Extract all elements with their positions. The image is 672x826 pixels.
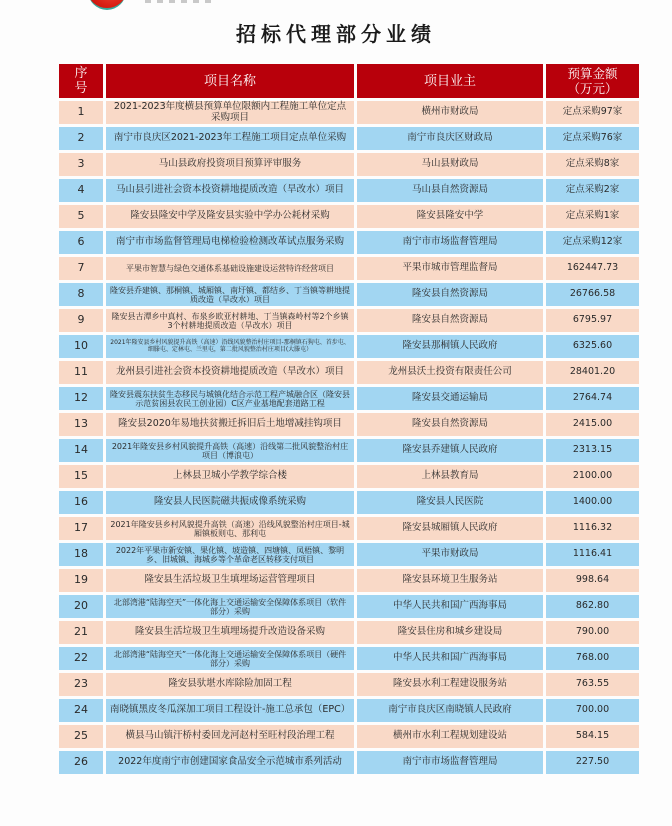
project-owner-cell: 横州市水利工程规划建设站: [357, 725, 543, 748]
project-name-cell: 北部湾港“陆海空天”一体化海上交通运输安全保障体系项目（软件部分）采购: [106, 595, 354, 618]
project-owner-cell: 隆安县城厢镇人民政府: [357, 517, 543, 540]
project-owner-cell: 南宁市市场监督管理局: [357, 231, 543, 254]
project-name-cell: 马山县政府投资项目预算评审服务: [106, 153, 354, 176]
budget-cell: 1116.32: [546, 517, 639, 540]
project-name-cell: 隆安县生活垃圾卫生填埋场提升改造设备采购: [106, 621, 354, 644]
table-row: [59, 595, 639, 618]
company-logo: [88, 0, 126, 10]
budget-cell: 768.00: [546, 647, 639, 670]
project-name-cell: 南宁市市场监督管理局电梯检验检测改革试点服务采购: [106, 231, 354, 254]
budget-cell: 6795.97: [546, 309, 639, 332]
seq-cell: 2: [59, 127, 103, 150]
table-row: [59, 127, 639, 150]
seq-cell: 7: [59, 257, 103, 280]
seq-cell: 21: [59, 621, 103, 644]
table-row: [59, 439, 639, 462]
project-name-cell: 南宁市良庆区2021-2023年工程施工项目定点单位采购: [106, 127, 354, 150]
header-name: 项目名称: [106, 64, 354, 98]
project-name-cell: 横县马山镇汗桥村委回龙河赵村至旺村段治理工程: [106, 725, 354, 748]
project-owner-cell: 中华人民共和国广西海事局: [357, 647, 543, 670]
budget-cell: 162447.73: [546, 257, 639, 280]
header-owner: 项目业主: [357, 64, 543, 98]
budget-cell: 2313.15: [546, 439, 639, 462]
project-owner-cell: 隆安县隆安中学: [357, 205, 543, 228]
seq-cell: 16: [59, 491, 103, 514]
table-row: [59, 413, 639, 436]
project-name-cell: 2022年度南宁市创建国家食品安全示范城市系列活动: [106, 751, 354, 774]
project-name-cell: 平果市智慧与绿色交通体系基础设施建设运营特许经营项目: [106, 257, 354, 280]
project-owner-cell: 隆安县那桐镇人民政府: [357, 335, 543, 358]
table-row: [59, 491, 639, 514]
seq-cell: 3: [59, 153, 103, 176]
seq-cell: 4: [59, 179, 103, 202]
project-name-cell: 隆安县人民医院磁共振成像系统采购: [106, 491, 354, 514]
project-name-cell: 上林县卫城小学教学综合楼: [106, 465, 354, 488]
project-name-cell: 隆安县2020年易地扶贫搬迁拆旧后土地增减挂钩项目: [106, 413, 354, 436]
budget-cell: 6325.60: [546, 335, 639, 358]
table-row: [59, 647, 639, 670]
project-owner-cell: 南宁市市场监督管理局: [357, 751, 543, 774]
header-seq-label: 序号: [74, 66, 88, 96]
project-name-cell: 2021年隆安县乡村风貌提升高铁（高速）沿线第二批风貌整治村庄项目（博浪屯）: [106, 439, 354, 462]
page-title: 招标代理部分业绩: [236, 22, 436, 46]
budget-cell: 998.64: [546, 569, 639, 592]
project-name-cell: 隆安县乔建镇、那桐镇、城厢镇、南圩镇、都结乡、丁当镇等耕地提质改造（旱改水）项目: [106, 283, 354, 306]
project-owner-cell: 隆安县自然资源局: [357, 413, 543, 436]
performance-table: [56, 61, 642, 777]
project-owner-cell: 隆安县住房和城乡建设局: [357, 621, 543, 644]
seq-cell: 26: [59, 751, 103, 774]
budget-cell: 定点采购2家: [546, 179, 639, 202]
budget-cell: 定点采购76家: [546, 127, 639, 150]
seq-cell: 17: [59, 517, 103, 540]
table-row: [59, 465, 639, 488]
seq-cell: 10: [59, 335, 103, 358]
budget-cell: 定点采购1家: [546, 205, 639, 228]
company-logo-text: [145, 0, 215, 3]
seq-cell: 11: [59, 361, 103, 384]
project-owner-cell: 平果市财政局: [357, 543, 543, 566]
project-owner-cell: 中华人民共和国广西海事局: [357, 595, 543, 618]
budget-cell: 790.00: [546, 621, 639, 644]
table-row: [59, 361, 639, 384]
project-owner-cell: 横州市财政局: [357, 101, 543, 124]
table-row: [59, 699, 639, 722]
table-row: [59, 101, 639, 124]
seq-cell: 9: [59, 309, 103, 332]
table-header-row: [59, 64, 639, 98]
budget-cell: 763.55: [546, 673, 639, 696]
project-name-cell: 南晓镇黑皮冬瓜深加工项目工程设计-施工总承包（EPC）: [106, 699, 354, 722]
seq-cell: 23: [59, 673, 103, 696]
budget-cell: 584.15: [546, 725, 639, 748]
project-name-cell: 2021-2023年度横县预算单位限额内工程施工单位定点采购项目: [106, 101, 354, 124]
seq-cell: 18: [59, 543, 103, 566]
table-row: [59, 309, 639, 332]
budget-cell: 862.80: [546, 595, 639, 618]
project-name-cell: 隆安县隆安中学及隆安县实验中学办公耗材采购: [106, 205, 354, 228]
project-owner-cell: 南宁市良庆区南晓镇人民政府: [357, 699, 543, 722]
table-row: [59, 517, 639, 540]
budget-cell: 定点采购12家: [546, 231, 639, 254]
table-row: [59, 205, 639, 228]
table-row: [59, 387, 639, 410]
project-name-cell: 隆安县震东扶贫生态移民与城镇化结合示范工程产城融合区（隆安县示范贫困县农民工创业园）C区产业基地配套道路工程: [106, 387, 354, 410]
project-owner-cell: 隆安县水利工程建设服务站: [357, 673, 543, 696]
table-row: [59, 673, 639, 696]
project-name-cell: 隆安县生活垃圾卫生填埋场运营管理项目: [106, 569, 354, 592]
budget-cell: 2415.00: [546, 413, 639, 436]
project-name-cell: 2021年隆安县乡村风貌提升高铁（高速）沿线风貌整治村庄项目-那桐镇石狗屯、首步屯、细滕屯、定林屯、兰里屯，第二批风貌整治村庄项目(大滕屯）: [106, 335, 354, 358]
seq-cell: 20: [59, 595, 103, 618]
seq-cell: 5: [59, 205, 103, 228]
seq-cell: 15: [59, 465, 103, 488]
project-owner-cell: 隆安县乔建镇人民政府: [357, 439, 543, 462]
seq-cell: 19: [59, 569, 103, 592]
budget-cell: 2764.74: [546, 387, 639, 410]
table-row: [59, 335, 639, 358]
header-budget-line2: （万元）: [567, 81, 618, 96]
project-owner-cell: 南宁市良庆区财政局: [357, 127, 543, 150]
table-row: [59, 725, 639, 748]
header-budget-line1: 预算金额: [567, 66, 618, 81]
budget-cell: 1400.00: [546, 491, 639, 514]
seq-cell: 12: [59, 387, 103, 410]
seq-cell: 1: [59, 101, 103, 124]
seq-cell: 24: [59, 699, 103, 722]
project-owner-cell: 马山县财政局: [357, 153, 543, 176]
budget-cell: 227.50: [546, 751, 639, 774]
table-row: [59, 751, 639, 774]
project-name-cell: 隆安县古潭乡中真村、布泉乡欧亚村耕地、丁当镇森岭村等2个乡镇3个村耕地提质改造（旱改水）项目: [106, 309, 354, 332]
table-row: [59, 257, 639, 280]
project-name-cell: 龙州县引进社会资本投资耕地提质改造（旱改水）项目: [106, 361, 354, 384]
seq-cell: 22: [59, 647, 103, 670]
project-owner-cell: 隆安县自然资源局: [357, 283, 543, 306]
project-owner-cell: 平果市城市管理监督局: [357, 257, 543, 280]
seq-cell: 14: [59, 439, 103, 462]
table-row: [59, 283, 639, 306]
budget-cell: 定点采购97家: [546, 101, 639, 124]
project-owner-cell: 隆安县交通运输局: [357, 387, 543, 410]
seq-cell: 25: [59, 725, 103, 748]
table-row: [59, 153, 639, 176]
seq-cell: 6: [59, 231, 103, 254]
budget-cell: 定点采购8家: [546, 153, 639, 176]
table-row: [59, 179, 639, 202]
seq-cell: 8: [59, 283, 103, 306]
budget-cell: 700.00: [546, 699, 639, 722]
header-budget: [546, 64, 639, 98]
table-row: [59, 621, 639, 644]
table-row: [59, 569, 639, 592]
project-owner-cell: 隆安县人民医院: [357, 491, 543, 514]
project-owner-cell: 隆安县环境卫生服务站: [357, 569, 543, 592]
table-row: [59, 231, 639, 254]
project-owner-cell: 隆安县自然资源局: [357, 309, 543, 332]
budget-cell: 2100.00: [546, 465, 639, 488]
table-row: [59, 543, 639, 566]
seq-cell: 13: [59, 413, 103, 436]
budget-cell: 26766.58: [546, 283, 639, 306]
project-name-cell: 2022年平果市新安镇、果化镇、坡造镇、四塘镇、凤梧镇、黎明乡、旧城镇、海城乡等个革命老区转移支付项目: [106, 543, 354, 566]
project-name-cell: 北部湾港“陆海空天”一体化海上交通运输安全保障体系项目（硬件部分）采购: [106, 647, 354, 670]
project-name-cell: 隆安县驮堪水库除险加固工程: [106, 673, 354, 696]
project-owner-cell: 上林县教育局: [357, 465, 543, 488]
budget-cell: 1116.41: [546, 543, 639, 566]
project-name-cell: 2021年隆安县乡村风貌提升高铁（高速）沿线风貌整治村庄项目-城厢镇板则屯、那利屯: [106, 517, 354, 540]
header-seq: [59, 64, 103, 98]
budget-cell: 28401.20: [546, 361, 639, 384]
project-owner-cell: 马山县自然资源局: [357, 179, 543, 202]
project-owner-cell: 龙州县沃土投资有限责任公司: [357, 361, 543, 384]
project-name-cell: 马山县引进社会资本投资耕地提质改造（旱改水）项目: [106, 179, 354, 202]
